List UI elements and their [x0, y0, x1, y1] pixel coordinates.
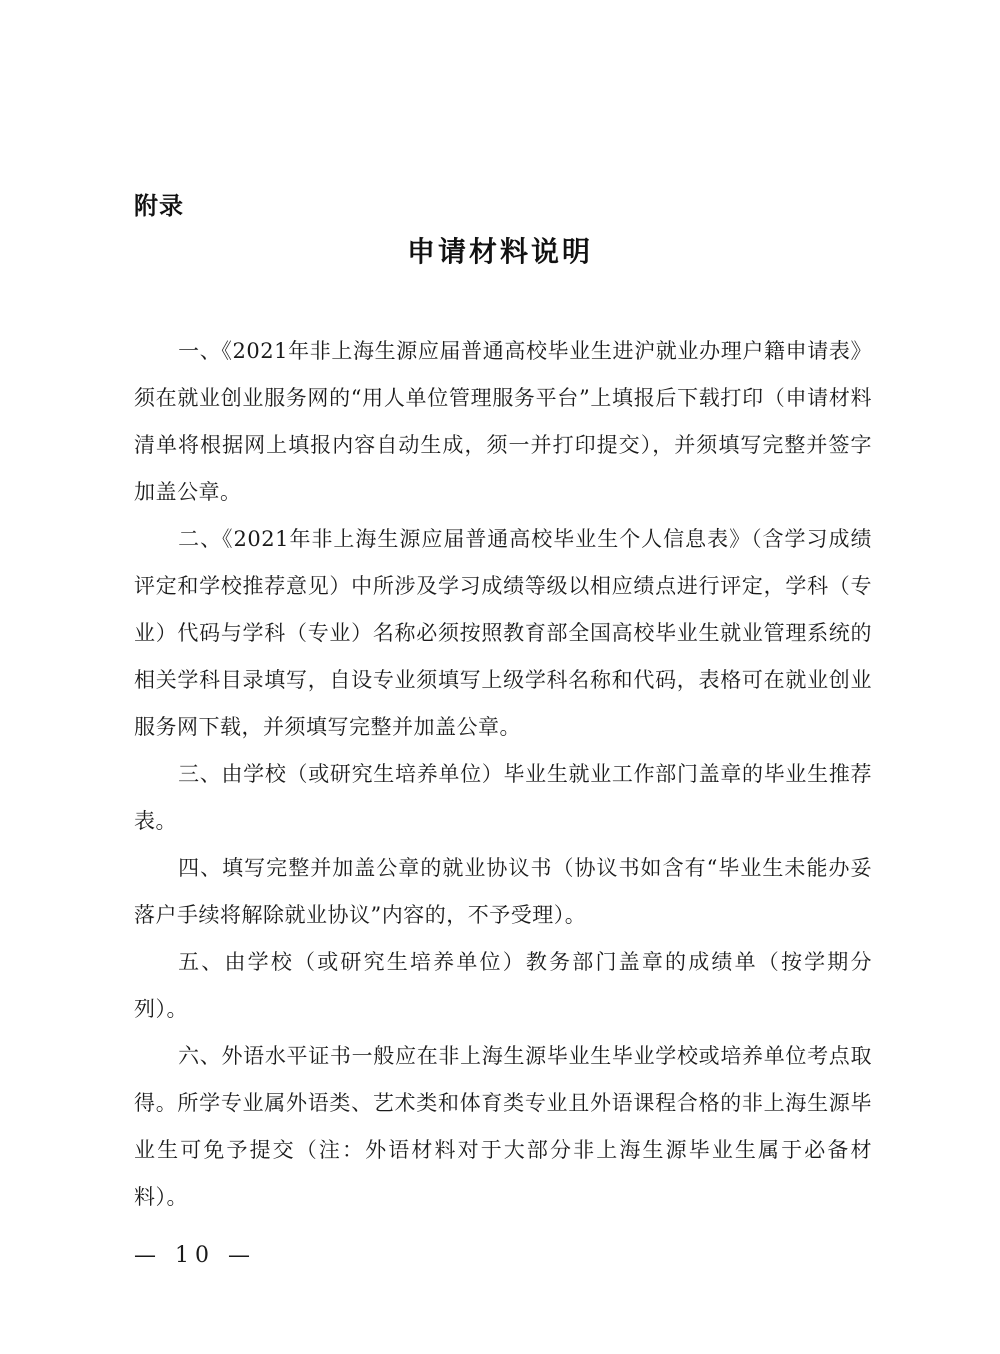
paragraph-3: 三、由学校（或研究生培养单位）毕业生就业工作部门盖章的毕业生推荐表。 — [134, 762, 872, 833]
paragraph-1: 一、《2021年非上海生源应届普通高校毕业生进沪就业办理户籍申请表》须在就业创业服务网的“用人单位管理服务平台”上填报后下载打印（申请材料清单将根据网上填报内容自动生成，须一并打印提交），并须填写完整并签字加盖公章。 — [134, 339, 872, 504]
paragraph-6: 六、外语水平证书一般应在非上海生源毕业生毕业学校或培养单位考点取得。所学专业属外语类、艺术类和体育类专业且外语课程合格的非上海生源毕业生可免予提交（注：外语材料对于大部分非上海生源毕业生属于必备材料）。 — [134, 1044, 872, 1209]
paragraph-2: 二、《2021年非上海生源应届普通高校毕业生个人信息表》（含学习成绩评定和学校推荐意见）中所涉及学习成绩等级以相应绩点进行评定，学科（专业）代码与学科（专业）名称必须按照教育部全国高校毕业生就业管理系统的相关学科目录填写，自设专业须填写上级学科名称和代码，表格可在就业创业服务网下载，并须填写完整并加盖公章。 — [134, 527, 872, 739]
paragraph-4: 四、填写完整并加盖公章的就业协议书（协议书如含有“毕业生未能办妥落户手续将解除就业协议”内容的，不予受理）。 — [134, 856, 872, 927]
page-title: 申请材料说明 — [406, 235, 593, 268]
paragraph-5: 五、由学校（或研究生培养单位）教务部门盖章的成绩单（按学期分列）。 — [134, 950, 872, 1021]
appendix-label: 附录 — [134, 192, 184, 220]
document-body — [134, 328, 872, 1221]
page-number: — 10 — — [134, 1243, 256, 1268]
